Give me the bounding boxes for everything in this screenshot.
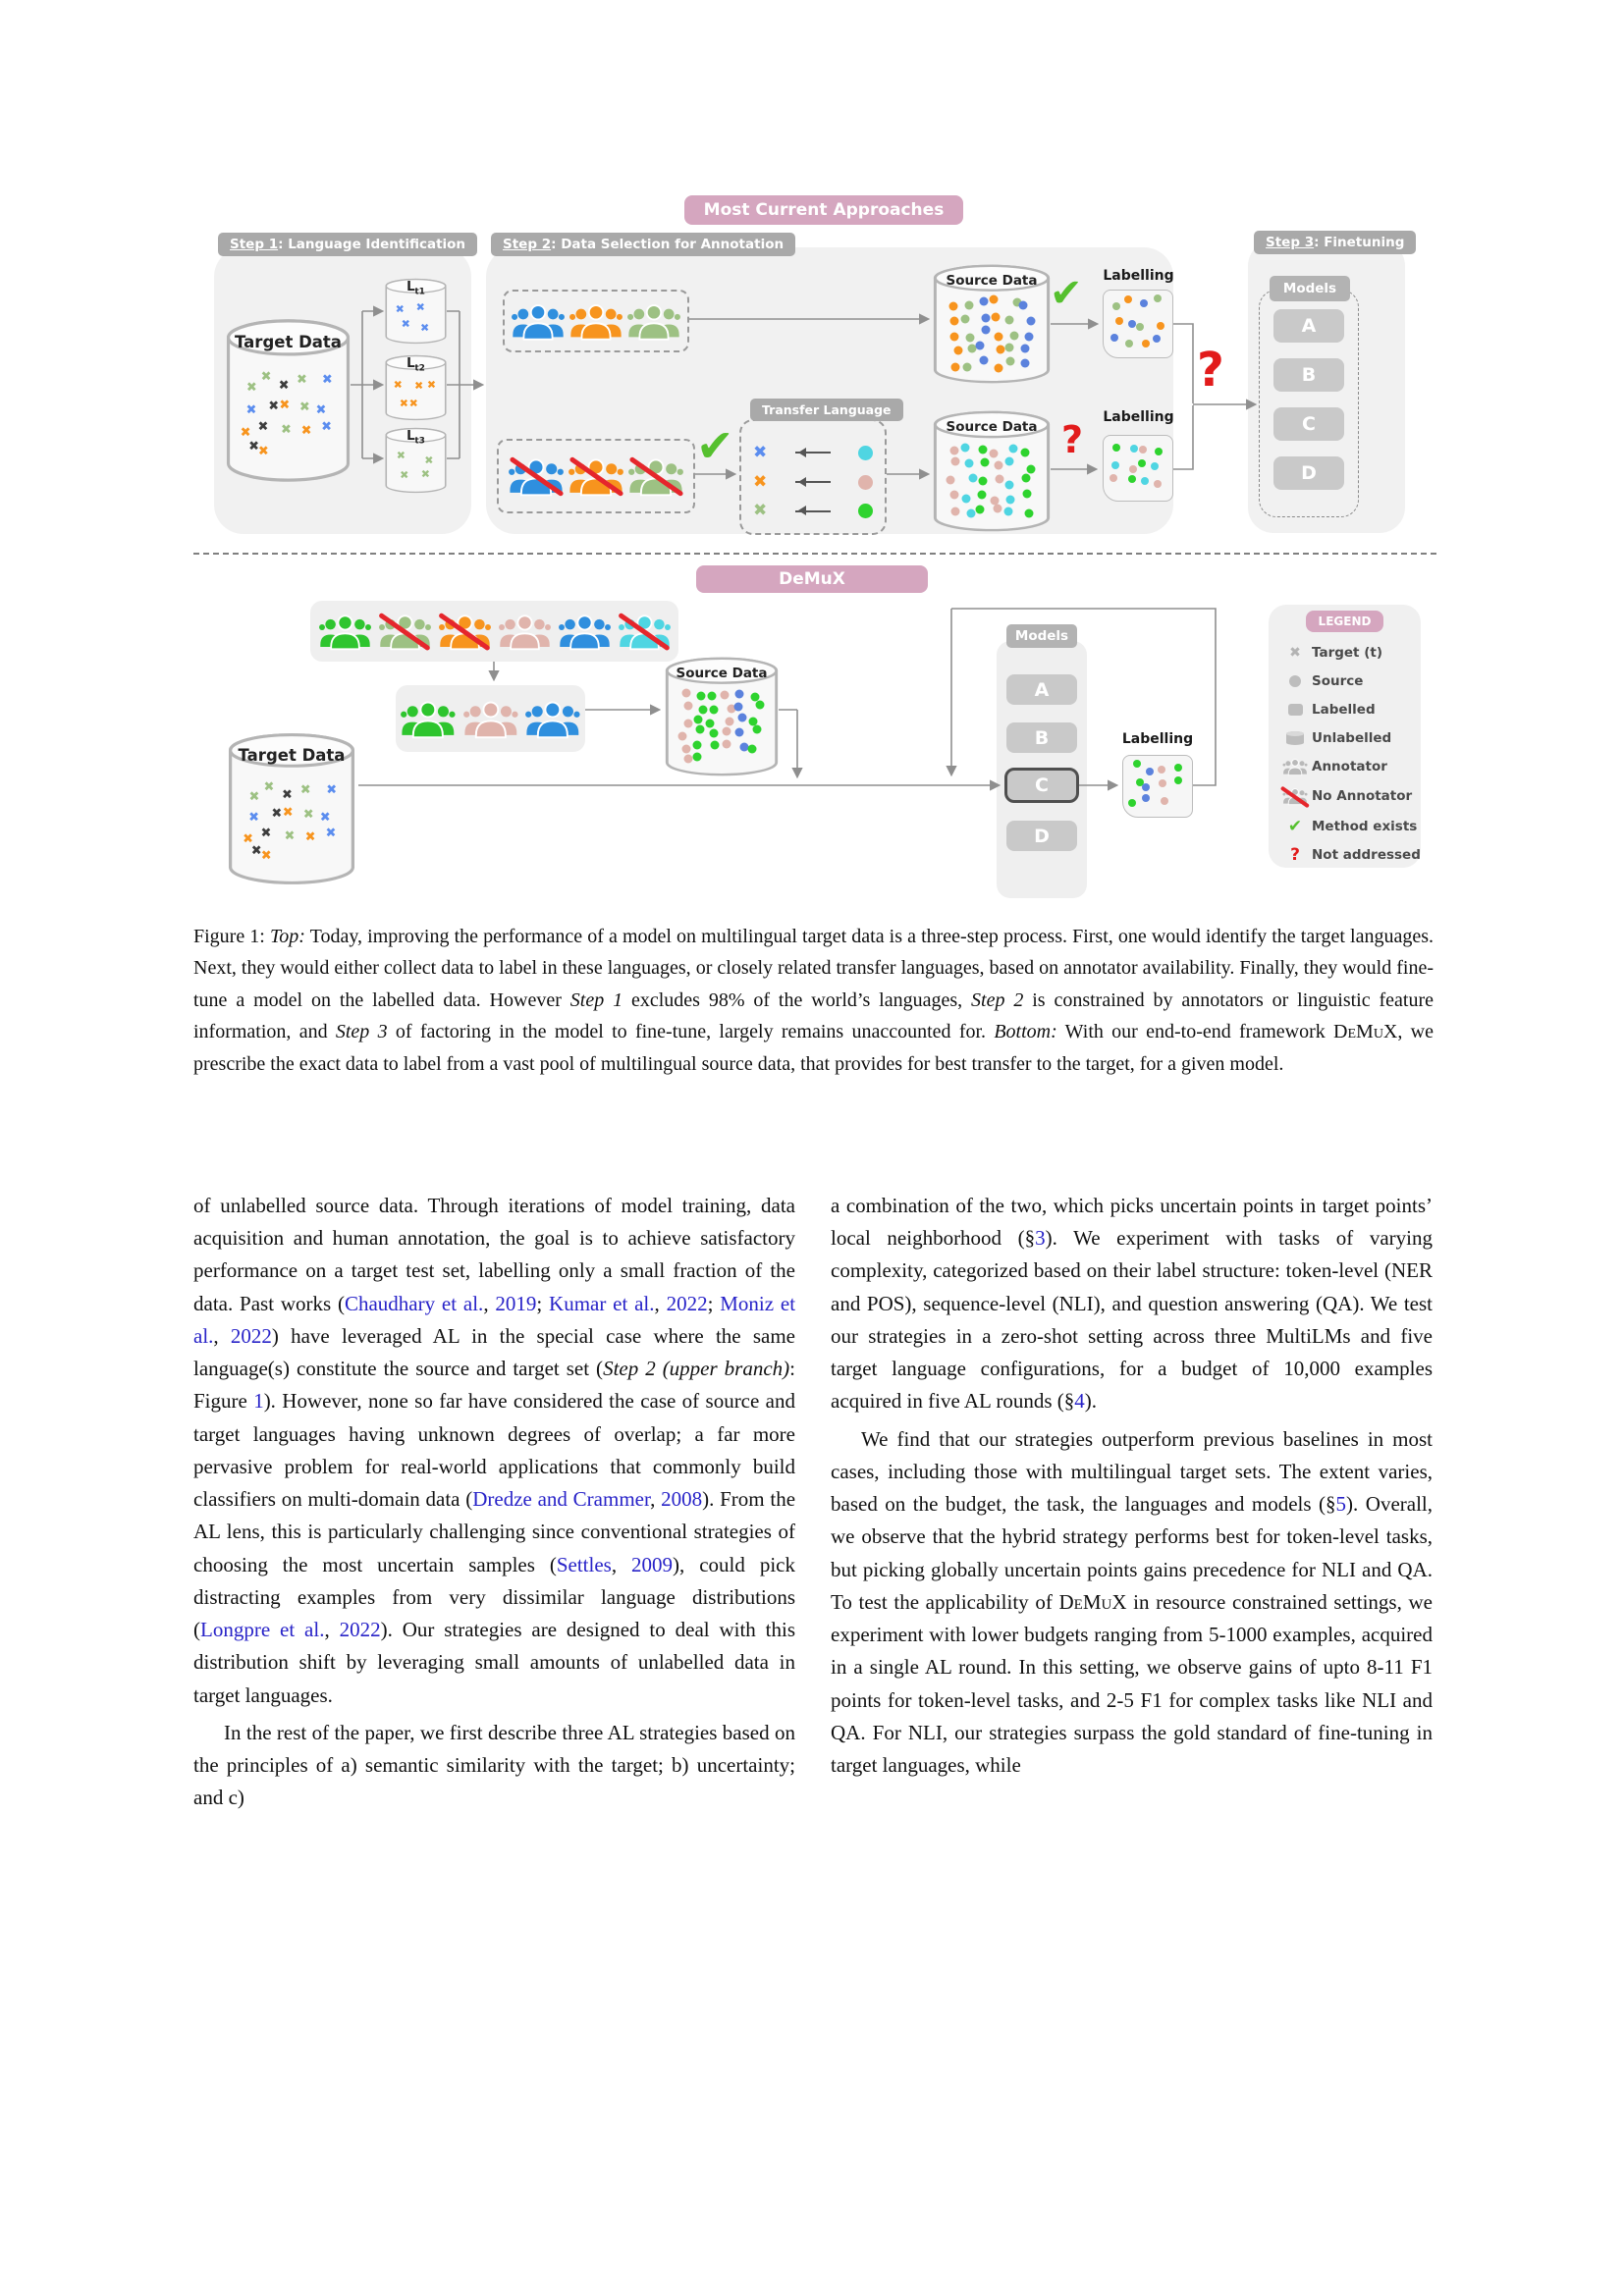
data-point-dot — [711, 740, 720, 749]
transfer-row — [743, 442, 883, 462]
step2-label: Step 2: Data Selection for Annotation — [491, 233, 795, 256]
data-point-x: ✖ — [419, 321, 430, 335]
data-point-x: ✖ — [263, 779, 275, 795]
data-point-dot — [1161, 797, 1168, 805]
data-point-x: ✖ — [395, 302, 405, 316]
data-point-x: ✖ — [420, 467, 430, 481]
not-addressed-question-icon: ? — [1197, 343, 1224, 398]
data-point-x: ✖ — [243, 831, 254, 847]
models-label: Models — [1270, 276, 1350, 301]
annotator-group-icon — [318, 610, 372, 653]
lang-cylinder-t1: $L_{t1}$ ✖ ✖ ✖ ✖ — [385, 278, 447, 345]
data-point-dot — [752, 725, 761, 734]
data-point-x: ✖ — [298, 400, 310, 415]
data-point-dot — [994, 460, 1002, 469]
data-point-dot — [683, 702, 692, 711]
data-point-dot — [1010, 332, 1019, 341]
lang-cylinder-t3: $L_{t3}$ ✖ ✖ ✖ ✖ — [385, 427, 447, 494]
paragraph: of unlabelled source data. Through iterations of model training, data acquisition and human annotation, the goal is to achieve satisfactory performance on a target test set, labelling only a small fraction of the data. Past works (Chaudhary et al., 2019; Kumar et al., 2022; Moniz et al., 2022) have leveraged AL in the special case where the same language(s) constitute the source and target set (Step 2 (upper branch): Figure 1). However, none so far have considered the case of source and target languages having unknown degrees of overlap; a far more pervasive problem for real-world applications that commonly build classifiers on multi-domain data (Dredze and Crammer, 2008). From the AL lens, this is particularly challenging since conventional strategies of choosing the most uncertain samples (Settles, 2009), could pick distracting examples from very dissimilar language distributions (Longpre et al., 2022). Our strategies are designed to deal with this distribution shift by leveraging small amounts of unlabelled data in target languages. — [193, 1194, 796, 1707]
data-point-x: ✖ — [284, 828, 296, 844]
citation-link[interactable]: 2009 — [631, 1552, 674, 1576]
data-point-dot — [1140, 299, 1148, 307]
data-point-dot — [1174, 776, 1182, 784]
no-annotator-group-icon — [618, 610, 672, 653]
data-point-dot — [684, 754, 693, 763]
citation-link[interactable]: Longpre et al. — [200, 1618, 325, 1642]
no-annotator-group-icon — [378, 610, 432, 653]
data-point-dot — [1139, 446, 1147, 454]
data-point-dot — [1112, 444, 1120, 452]
data-point-dot — [981, 326, 990, 335]
data-point-dot — [979, 446, 988, 454]
data-point-dot — [1021, 358, 1030, 367]
data-point-dot — [990, 449, 999, 457]
data-point-dot — [964, 301, 973, 310]
annotator-group-icon — [498, 610, 552, 653]
left-arrow-icon — [795, 510, 831, 512]
citation-link[interactable]: 2022 — [666, 1291, 708, 1315]
annotator-pool-bar — [310, 601, 678, 662]
data-point-x: ✖ — [271, 806, 283, 822]
legend-row: Source — [1269, 667, 1421, 695]
figure-1 — [193, 191, 1436, 918]
data-point-x: ✖ — [260, 369, 272, 385]
data-point-dot — [1022, 490, 1031, 499]
data-point-dot — [726, 717, 734, 725]
demux-banner — [696, 565, 928, 593]
target-scatter — [240, 369, 335, 467]
model-button-d: D — [1006, 821, 1077, 851]
source-dot-icon — [858, 504, 873, 518]
model-button-a: A — [1273, 309, 1344, 343]
data-point-dot — [962, 363, 971, 372]
data-point-dot — [967, 345, 976, 353]
data-point-dot — [1022, 474, 1031, 483]
source-dot-icon — [1278, 675, 1312, 687]
data-point-dot — [1020, 448, 1029, 456]
no-annotator-group-icon — [568, 454, 624, 499]
citation-link[interactable]: 2022 — [230, 1323, 272, 1348]
data-point-dot — [681, 688, 690, 697]
no-annotator-group-icon — [438, 610, 492, 653]
data-point-dot — [967, 509, 976, 518]
data-point-dot — [1021, 344, 1030, 352]
data-point-dot — [692, 752, 701, 761]
data-point-dot — [1158, 766, 1165, 774]
method-exists-check-icon: ✔ — [696, 419, 734, 472]
data-point-dot — [949, 302, 958, 311]
target-data-cylinder-bottom — [228, 731, 355, 886]
legend-row: Annotator — [1269, 752, 1421, 780]
data-point-dot — [1025, 332, 1034, 341]
demux-banner-label: DeMuX — [779, 569, 845, 589]
data-point-dot — [722, 727, 731, 736]
data-point-dot — [678, 732, 687, 741]
annotator-group-icon — [400, 696, 457, 741]
target-x-icon: ✖ — [753, 501, 768, 521]
data-point-dot — [961, 315, 970, 324]
data-point-dot — [1005, 456, 1014, 465]
data-point-dot — [993, 504, 1001, 512]
data-point-dot — [981, 457, 990, 466]
top-banner — [684, 195, 963, 225]
data-point-dot — [756, 700, 765, 709]
data-point-dot — [722, 739, 731, 748]
data-point-x: ✖ — [400, 468, 409, 482]
data-point-dot — [978, 491, 987, 500]
data-point-dot — [734, 702, 743, 711]
citation-link[interactable]: 3 — [1035, 1226, 1046, 1251]
source-dot-icon — [858, 475, 873, 490]
labelling3-box — [1122, 755, 1193, 818]
annotators-unavailable-box — [497, 439, 695, 513]
step3-label: Step 3: Finetuning — [1254, 231, 1416, 254]
data-point-dot — [1154, 480, 1162, 488]
data-point-dot — [1133, 760, 1141, 768]
data-point-dot — [747, 744, 756, 753]
data-point-x: ✖ — [304, 829, 316, 845]
data-point-dot — [997, 345, 1005, 353]
no-annotator-group-icon — [627, 454, 684, 499]
data-point-x: ✖ — [408, 397, 418, 410]
data-point-x: ✖ — [326, 782, 338, 798]
data-point-dot — [1004, 507, 1013, 515]
no-annotator-group-icon — [508, 454, 565, 499]
legend-title: LEGEND — [1306, 611, 1383, 632]
data-point-x: ✖ — [321, 372, 333, 388]
annotator-group-icon — [524, 696, 581, 741]
source-data-cylinder-2 — [933, 409, 1051, 533]
data-point-dot — [1125, 340, 1133, 347]
data-point-dot — [1026, 465, 1035, 474]
data-point-x: ✖ — [319, 810, 331, 826]
data-point-dot — [710, 706, 719, 715]
source-data-label: Source Data — [946, 273, 1038, 289]
citation-link[interactable]: Dredze and Crammer — [472, 1487, 651, 1512]
selected-annotators-box — [396, 685, 585, 752]
data-point-dot — [699, 706, 708, 715]
data-point-dot — [1128, 799, 1136, 807]
data-point-x: ✖ — [426, 378, 437, 392]
step1-label: Step 1: Language Identification — [218, 233, 477, 256]
data-point-x: ✖ — [399, 397, 408, 410]
legend-row: No Annotator — [1269, 780, 1421, 812]
data-point-x: ✖ — [321, 419, 332, 435]
annotator-group-icon — [511, 299, 566, 343]
data-point-dot — [1130, 445, 1138, 453]
data-point-dot — [995, 333, 1003, 342]
data-point-dot — [947, 476, 955, 485]
data-point-dot — [953, 346, 962, 354]
data-point-x: ✖ — [299, 782, 311, 798]
data-point-dot — [708, 691, 717, 700]
data-point-dot — [1138, 459, 1146, 467]
citation-link[interactable]: Settles — [556, 1552, 612, 1576]
data-point-dot — [980, 356, 989, 365]
data-point-x: ✖ — [250, 843, 262, 859]
data-point-dot — [1005, 496, 1014, 505]
data-point-dot — [961, 495, 970, 504]
left-arrow-icon — [795, 452, 831, 454]
data-point-x: ✖ — [401, 317, 410, 331]
data-point-dot — [683, 720, 692, 728]
source-data-cylinder-demux — [665, 656, 779, 777]
data-point-dot — [982, 313, 991, 322]
data-point-dot — [964, 458, 973, 467]
model-button-d: D — [1273, 456, 1344, 490]
legend-row: Labelled — [1269, 695, 1421, 723]
data-point-dot — [949, 333, 958, 342]
data-point-dot — [697, 691, 706, 700]
data-point-x: ✖ — [413, 379, 424, 393]
source-data-cylinder-1 — [933, 263, 1051, 385]
source-data-label: Source Data — [946, 419, 1038, 435]
paragraph: In the rest of the paper, we first describe three AL strategies based on the principles of a) semantic similarity with the target; b) uncertainty; and c) — [193, 1720, 795, 1810]
citation-link[interactable]: Moniz et al. — [193, 1291, 796, 1348]
data-point-dot — [1153, 335, 1161, 343]
data-point-dot — [978, 477, 987, 486]
labelled-square-icon — [1278, 704, 1312, 716]
data-point-x: ✖ — [296, 372, 307, 388]
citation-link[interactable]: 2008 — [661, 1487, 703, 1512]
data-point-x: ✖ — [281, 787, 293, 803]
data-point-dot — [1155, 448, 1163, 455]
data-point-dot — [1111, 461, 1119, 469]
method-exists-check-icon: ✔ — [1050, 271, 1083, 316]
data-point-x: ✖ — [281, 422, 292, 438]
citation-link[interactable]: 2019 — [495, 1291, 537, 1315]
data-point-dot — [1128, 475, 1136, 483]
data-point-x: ✖ — [257, 419, 269, 435]
data-point-dot — [1110, 474, 1117, 482]
data-point-dot — [734, 689, 743, 698]
data-point-x: ✖ — [257, 444, 269, 459]
legend-row: Unlabelled — [1269, 723, 1421, 752]
data-point-dot — [720, 691, 729, 700]
data-point-dot — [950, 317, 959, 326]
data-point-dot — [693, 715, 702, 723]
target-x-icon: ✖ — [753, 471, 768, 492]
data-point-dot — [976, 342, 985, 350]
model-button-c: C — [1273, 407, 1344, 441]
not-addressed-question-icon: ? — [1290, 844, 1300, 865]
data-point-x: ✖ — [279, 398, 291, 413]
data-point-dot — [738, 714, 747, 722]
left-column — [193, 1190, 795, 1814]
data-point-dot — [735, 727, 744, 736]
transfer-language-label: Transfer Language — [750, 399, 903, 421]
data-point-x: ✖ — [424, 454, 434, 467]
legend-row: ✖ Target (t) — [1269, 638, 1421, 667]
data-point-dot — [1159, 779, 1166, 787]
left-arrow-icon — [795, 481, 831, 483]
legend-row: ✔ Method exists — [1269, 812, 1421, 840]
data-point-dot — [682, 744, 691, 753]
source-dot-icon — [858, 446, 873, 460]
model-button-b: B — [1273, 358, 1344, 392]
data-point-dot — [1124, 295, 1132, 303]
data-point-dot — [1026, 316, 1035, 325]
annotators-available-box — [503, 290, 689, 352]
data-point-x: ✖ — [415, 300, 425, 314]
data-point-dot — [1141, 477, 1149, 485]
data-point-dot — [1157, 322, 1164, 330]
source-data-label: Source Data — [676, 666, 768, 681]
annotator-group-icon — [626, 299, 681, 343]
data-point-x: ✖ — [260, 848, 272, 864]
data-point-dot — [1142, 340, 1150, 347]
data-point-dot — [950, 363, 959, 372]
data-point-dot — [1019, 300, 1028, 309]
data-point-dot — [949, 446, 958, 454]
data-point-dot — [1129, 465, 1137, 473]
data-point-dot — [1142, 783, 1150, 791]
target-data-label: Target Data — [238, 746, 346, 765]
paragraph: a combination of the two, which picks uncertain points in target points’ local neighborhood (§3). We experiment with tasks of varying complexity, categorized based on their label structure: token-level (NER and POS), sequence-level (NLI), and question answering (QA). We test our strategies in a zero-shot setting across three MultiLMs and five target language configurations, for a budget of 10,000 examples acquired in five AL rounds (§4). — [831, 1194, 1434, 1414]
citation-link[interactable]: 1 — [253, 1389, 264, 1414]
labelling1-title: Labelling — [1103, 268, 1174, 284]
figure-caption: Figure 1: Top: Today, improving the performance of a model on multilingual target data is a three-step process. First, one would identify the target languages. Next, they would either collect data to label in these languages, or closely related transfer languages, based on annotator availability. Finally, they would fine-tune a model on the labelled data. However Step 1 excludes 98% of the world’s languages, Step 2 is constrained by annotators or linguistic feature information, and Step 3 of factoring in the model to fine-tune, largely remains unaccounted for. Bottom: With our end-to-end framework DeMuX, we prescribe the exact data to label from a vast pool of multilingual source data, that provides for best transfer to the target, for a given model. — [193, 926, 1435, 1075]
data-point-dot — [1151, 462, 1159, 470]
data-point-dot — [1024, 509, 1033, 518]
data-point-dot — [1005, 344, 1014, 352]
transfer-language-box — [739, 419, 887, 535]
data-point-dot — [1136, 323, 1144, 331]
annotator-group-icon — [558, 610, 612, 653]
data-point-x: ✖ — [248, 810, 260, 826]
data-point-x: ✖ — [245, 380, 257, 396]
transfer-row — [743, 503, 883, 519]
data-point-dot — [950, 491, 959, 500]
data-point-dot — [989, 295, 998, 304]
target-x-icon: ✖ — [753, 442, 768, 462]
annotator-icon — [1278, 757, 1312, 776]
not-addressed-question-icon: ? — [1061, 418, 1084, 461]
data-point-x: ✖ — [260, 826, 272, 841]
data-point-dot — [1128, 320, 1136, 328]
labelling2-box — [1103, 435, 1173, 502]
data-point-dot — [1110, 334, 1118, 342]
method-exists-check-icon: ✔ — [1287, 816, 1303, 836]
data-point-x: ✖ — [325, 826, 337, 841]
data-point-dot — [961, 443, 970, 452]
data-point-x: ✖ — [245, 402, 257, 418]
no-annotator-icon — [1278, 786, 1312, 806]
labelling3-title: Labelling — [1121, 731, 1194, 747]
data-point-dot — [1142, 794, 1150, 802]
data-point-x: ✖ — [240, 425, 251, 441]
data-point-dot — [991, 312, 1000, 321]
data-point-x: ✖ — [248, 439, 259, 454]
data-point-dot — [995, 474, 1003, 483]
annotator-group-icon — [462, 696, 519, 741]
unlabelled-cylinder-icon — [1278, 730, 1312, 746]
flow-arrows — [193, 191, 1436, 918]
data-point-dot — [1115, 317, 1123, 325]
data-point-dot — [1006, 357, 1015, 366]
data-point-dot — [1005, 315, 1014, 324]
data-point-dot — [950, 507, 959, 515]
target-data-cylinder-top — [226, 317, 351, 484]
data-point-x: ✖ — [248, 789, 260, 805]
data-point-x: ✖ — [300, 423, 312, 439]
citation-link[interactable]: 5 — [1335, 1492, 1347, 1517]
data-point-x: ✖ — [393, 378, 403, 392]
data-point-dot — [1146, 768, 1154, 775]
section-divider — [193, 553, 1436, 555]
data-point-dot — [951, 457, 960, 466]
target-data-label: Target Data — [235, 333, 342, 351]
citation-link[interactable]: Chaudhary et al. — [344, 1291, 484, 1315]
models-label: Models — [1006, 624, 1077, 648]
data-point-x: ✖ — [302, 807, 314, 823]
annotator-group-icon — [568, 299, 623, 343]
data-point-dot — [1154, 294, 1162, 302]
data-point-dot — [1112, 302, 1120, 310]
lang-cylinder-t2: $L_{t2}$ ✖ ✖ ✖ ✖ ✖ — [385, 354, 447, 421]
model-button-a: A — [1006, 674, 1077, 705]
data-point-x: ✖ — [268, 399, 280, 414]
data-point-dot — [693, 741, 702, 750]
legend-panel — [1269, 605, 1421, 868]
data-point-x: ✖ — [396, 449, 406, 462]
data-point-dot — [710, 729, 719, 738]
data-point-dot — [1008, 445, 1017, 454]
right-column — [831, 1190, 1433, 1814]
data-point-x: ✖ — [278, 378, 290, 394]
data-point-dot — [1005, 481, 1014, 490]
data-point-dot — [980, 297, 989, 306]
data-point-dot — [966, 333, 975, 342]
data-point-dot — [706, 720, 715, 728]
model-button-c-selected: C — [1004, 768, 1079, 803]
citation-link[interactable]: 2022 — [339, 1618, 381, 1642]
body-columns — [193, 1190, 1433, 1814]
citation-link[interactable]: Kumar et al. — [549, 1291, 655, 1315]
data-point-x: ✖ — [315, 402, 327, 418]
model-button-b: B — [1006, 722, 1077, 753]
legend-row: ? Not addressed — [1269, 840, 1421, 869]
data-point-dot — [994, 364, 1002, 373]
top-banner-label: Most Current Approaches — [703, 200, 945, 220]
data-point-dot — [695, 725, 704, 734]
data-point-x: ✖ — [282, 805, 294, 821]
paragraph: We find that our strategies outperform previous baselines in most cases, including those with multilingual target sets. The extent varies, based on the budget, the task, the languages and models (§5). Overall, we observe that the hybrid strategy performs best for token-level tasks, but picking globally uncertain points gains precedence for NLI and QA. To test the applicability of DeMuX in resource constrained settings, we experiment with lower budgets ranging from 5-1000 examples, acquired in a single AL round. In this setting, we observe gains of upto 8-11 F1 points for token-level tasks, and 2-5 F1 for complex tasks like NLI and QA. For NLI, our strategies surpass the gold standard of fine-tuning in target languages, while — [831, 1426, 1433, 1777]
labelling1-box — [1103, 290, 1173, 358]
data-point-dot — [1174, 764, 1182, 772]
target-x-icon: ✖ — [1289, 644, 1301, 661]
citation-link[interactable]: 4 — [1074, 1389, 1085, 1414]
labelling2-title: Labelling — [1103, 409, 1174, 425]
data-point-dot — [968, 474, 977, 483]
transfer-row — [743, 471, 883, 492]
data-point-dot — [976, 506, 985, 514]
